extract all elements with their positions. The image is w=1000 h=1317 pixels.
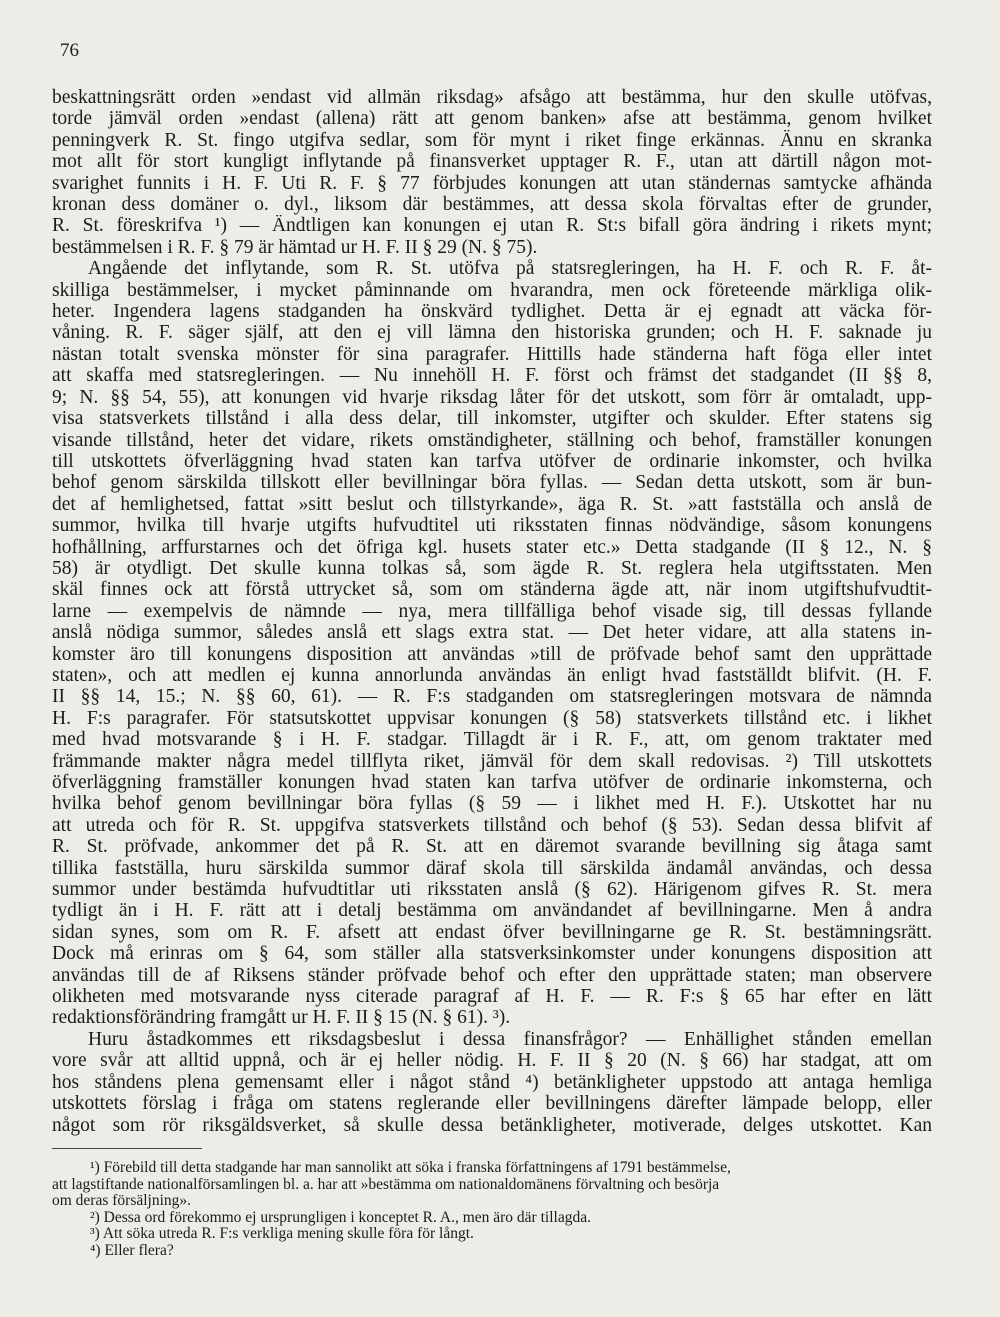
text-line: komster äro till konungens disposition att användas »till de pröfvade behof samt den upprättade — [52, 643, 932, 665]
text-line: hvilka behof genom bevillningar böra fyllas (§ 59 — i likhet med H. F.). Utskottet har nu — [52, 793, 932, 815]
text-line: beskattningsrätt orden »endast vid allmän riksdag» afsågo att bestämma, hur den skulle utöfvas, — [52, 87, 932, 108]
text-line: H. F:s paragrafer. För statsutskottet uppvisar konungen (§ 58) statsverkets tillstånd etc. i likhet — [52, 707, 932, 729]
text-line: R. St. pröfvade, ankommer det på R. St. att en däremot svarande bevillning sig åtaga samt — [52, 836, 932, 858]
text-line: med hvad motsvarande § i H. F. stadgar. Tillagdt är i R. F., att, om genom traktater med — [52, 729, 932, 751]
text-line: öfverläggning framställer konungen hvad staten kan tarfva utöfver de ordinarie inkomsterna, och — [52, 772, 932, 793]
text-line: skäl finnes ock att förstå uttrycket så, som om ständerna ägde att, när inom utgiftshufvudtit- — [52, 579, 932, 601]
text-line: svarighet funnits i H. F. Uti R. F. § 77 förbjudes konungen att utan ständernas samtycke afhända — [52, 172, 932, 194]
text-line: 9; N. §§ 54, 55), att konungen vid hvarje riksdag låter för det utskott, som förr är omtaladt, upp- — [52, 386, 932, 408]
text-line: vore svår att alltid uppnå, och är ej heller nödig. H. F. II § 20 (N. § 66) har stadgat, att om — [52, 1050, 932, 1072]
text-line: R. St. föreskrifva ¹) — Ändtligen kan konungen ej utan R. St:s bifall göra ändring i rikets mynt; — [52, 215, 932, 237]
footnote-line: ¹) Förebild till detta stadgande har man sannolikt att söka i franska författningens af 1791 bestämmelse, — [90, 1160, 731, 1176]
text-line: Huru åstadkommes ett riksdagsbeslut i dessa finansfrågor? — Enhällighet stånden emellan — [88, 1028, 932, 1050]
footnote-line: ³) Att söka utreda R. F:s verkliga mening skulle föra för långt. — [90, 1226, 474, 1242]
text-line: anslå nödiga summor, således anslå ett slags extra stat. — Det heter vidare, att alla statens in- — [52, 622, 932, 644]
text-line: tillika fastställa, huru särskilda summor däraf skola till särskilda ändamål användas, och dessa — [52, 857, 932, 879]
text-line: bestämmelsen i R. F. § 79 är hämtad ur H. F. II § 29 (N. § 75). — [52, 236, 538, 258]
text-line: 58) är otydligt. Det skulle kunna tolkas så, som ägde R. St. reglera hela utgiftsstaten. Men — [52, 557, 932, 579]
text-line: visande tillstånd, heter det vidare, rikets omständigheter, ställning och behof, framställer konungen — [52, 429, 932, 451]
text-line: Dock må erinras om § 64, som ställer alla statsverksinkomster under konungens disposition att — [52, 943, 932, 965]
body-text — [52, 87, 932, 1136]
text-line: att skaffa med statsregleringen. — Nu innehöll H. F. först och främst det stadgandet (II §§ 8, — [52, 365, 932, 387]
text-line: hos ståndens plena gemensamt eller i något stånd ⁴) betänkligheter uppstodo att antaga hemliga — [52, 1071, 932, 1093]
text-line: staten», och att medlen ej kunna annorlunda användas än enligt hvad fastställdt blifvit. (H. F. — [52, 664, 932, 686]
text-line: visa statsverkets tillstånd i alla dess delar, till inkomster, utgifter och skulder. Efter statens sig — [52, 408, 932, 430]
text-line: sidan synes, som om R. F. afsett att endast öfver bevillningarne ge R. St. bestämningsrätt. — [52, 921, 932, 943]
text-line: penningverk R. St. fingo utgifva sedlar, som för mynt i riket finge erkännas. Ännu en skranka — [52, 129, 932, 151]
text-line: larne — exempelvis de nämnde — nya, mera tillfälliga behof visade sig, till dessas fyllande — [52, 600, 932, 622]
text-line: utskottets förslag i fråga om statens reglerande eller bevillningens därefter lämpade belopp, eller — [52, 1093, 932, 1115]
text-line: heter. Ingendera lagens stadganden ha önskvärd tydlighet. Detta är ej egnadt att väcka för- — [52, 301, 932, 323]
text-line: tydligt än i H. F. rätt att i detalj bestämma om användandet af bevillningarne. Men å andra — [52, 900, 932, 922]
text-line: något som rör riksgäldsverket, så skulle dessa betänkligheter, motiverade, delges utskottet. Kan — [52, 1114, 932, 1136]
text-line: användas till de af Riksens ständer pröfvade behof och efter den upprättade staten; man observere — [52, 964, 932, 986]
text-line: främmande makter några medel tillflyta riket, jämväl för dem skall redovisas. ²) Till utskottets — [52, 750, 932, 772]
text-line: till utskottets öfverläggning hvad staten kan tarfva utöfver de ordinarie inkomster, och hvilka — [52, 450, 932, 472]
footnote-line: om deras försäljning». — [52, 1193, 192, 1209]
footnote-line: att lagstiftande nationalförsamlingen bl. a. har att »bestämma om nationaldomänens förvaltning och besörja — [52, 1176, 720, 1193]
page-number: 76 — [60, 40, 79, 61]
text-line: behof genom särskilda tillskott eller bevillningar böra fyllas. — Sedan detta utskott, som är bun- — [52, 472, 932, 494]
text-line: hofhållning, arffurstarnes och det öfriga kgl. husets stater etc.» Detta stadgande (II § 12., N. § — [52, 536, 932, 558]
text-line: mot allt för stort kungligt inflytande på finansverket upptager R. F., utan att därtill någon mot- — [52, 151, 932, 173]
text-line: redaktionsförändring framgått ur H. F. II § 15 (N. § 61). ³). — [52, 1007, 511, 1029]
text-line: skilliga bestämmelser, i mycket påminnande om hvarandra, men ock företeende märkliga olik- — [52, 279, 932, 301]
text-line: summor, hvilka till hvarje utgifts hufvudtitel uti riksstaten finnas nödvändige, såsom konungens — [52, 515, 932, 537]
footnotes — [52, 1160, 912, 1259]
text-line: kronan dess domäner o. dyl., liksom där bestämmes, att dessa skola förvaltas efter de grunder, — [52, 194, 932, 216]
text-line: II §§ 14, 15.; N. §§ 60, 61). — R. F:s stadganden om statsregleringen motsvara de nämnda — [52, 686, 932, 708]
text-line: summor under bestämda hufvudtitlar uti riksstaten anslå (§ 62). Härigenom gifves R. St. mera — [52, 879, 932, 901]
footnote-divider — [52, 1148, 202, 1149]
text-line: olikheten med motsvarande nyss citerade paragraf af H. F. — R. F:s § 65 har efter en lätt — [52, 986, 932, 1008]
text-line: nästan totalt svenska mönster för sina paragrafer. Hittills hade ständerna haft föga eller intet — [52, 343, 932, 365]
text-line: våning. R. F. säger själf, att den ej vill lämna den historiska grunden; och H. F. saknade ju — [52, 322, 932, 344]
text-line: torde jämväl orden »endast (allena) rätt att genom banken» afse att bestämma, genom hvilket — [52, 108, 932, 130]
text-line: att utreda och för R. St. uppgifva statsverkets tillstånd och behof (§ 53). Sedan dessa blifvit af — [52, 814, 932, 836]
footnote-line: ²) Dessa ord förekommo ej ursprungligen i konceptet R. A., men äro där tillagda. — [90, 1209, 591, 1226]
footnote-line: ⁴) Eller flera? — [90, 1242, 174, 1259]
text-line: det af hemlighetsed, fattat »sitt beslut och tillstyrkande», äga R. St. »att fastställa och anslå de — [52, 493, 932, 515]
text-line: Angående det inflytande, som R. St. utöfva på statsregleringen, ha H. F. och R. F. åt- — [88, 258, 932, 280]
